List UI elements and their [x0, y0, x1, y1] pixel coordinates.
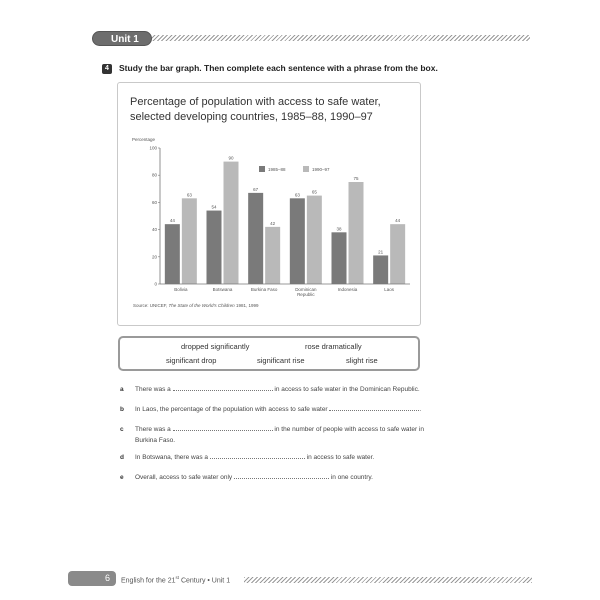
item-c-blank[interactable]	[173, 424, 273, 431]
bar-value-label: 21	[378, 249, 384, 255]
item-d	[135, 452, 455, 463]
y-tick-label: 60	[151, 199, 157, 205]
bar-value-label: 90	[228, 155, 234, 161]
item-e-before: Overall, access to safe water only	[135, 474, 233, 481]
footer-text-before: English for the 21	[121, 577, 176, 585]
bar	[390, 224, 405, 284]
item-c-after-line2: Burkina Faso.	[135, 437, 176, 444]
item-b-blank[interactable]	[329, 404, 422, 413]
item-a	[135, 384, 455, 395]
item-letter-a: a	[120, 386, 124, 393]
item-letter-c: c	[120, 426, 124, 433]
source-year: 1981, 1999	[235, 303, 259, 308]
chart-title-line-2: selected developing countries, 1985–88, 1990–97	[130, 111, 373, 123]
footer-rule	[244, 577, 532, 583]
item-b-before: In Laos, the percentage of the population with access to safe water	[135, 406, 328, 413]
source-title: The State of the World's Children	[168, 303, 235, 308]
item-b-after: .	[419, 406, 422, 413]
bar	[349, 182, 364, 284]
bar-value-label: 65	[311, 189, 317, 195]
x-tick-label: Dominican	[295, 287, 317, 292]
bar	[332, 232, 347, 284]
y-axis-label: Percentage	[132, 137, 156, 142]
bar	[182, 198, 197, 284]
item-d-before: In Botswana, there was a	[135, 454, 208, 461]
bar-value-label: 44	[169, 218, 175, 224]
bar	[248, 193, 263, 284]
item-c-after: in the number of people with access to safe water in	[274, 426, 424, 433]
item-letter-e: e	[120, 474, 124, 481]
footer-superscript: st	[175, 575, 179, 580]
item-b	[135, 404, 455, 415]
bar-value-label: 75	[353, 176, 359, 181]
footer-text	[121, 575, 230, 584]
exercise-number: 4	[102, 64, 112, 74]
bar-value-label: 54	[211, 204, 217, 210]
chart-source	[133, 303, 258, 308]
footer-text-after: Century • Unit 1	[179, 577, 231, 585]
item-d-blank[interactable]	[210, 452, 305, 459]
bar	[265, 227, 280, 284]
item-e-blank[interactable]	[234, 472, 329, 479]
item-a-before: There was a	[135, 386, 171, 393]
bar	[290, 198, 305, 284]
item-d-after: in access to safe water.	[306, 454, 375, 461]
phrase-slight-rise: slight rise	[346, 356, 378, 365]
phrase-significant-drop: significant drop	[166, 356, 217, 365]
unit-label: Unit 1	[92, 31, 152, 46]
bar-value-label: 63	[294, 192, 300, 198]
legend-label: 1990–97	[312, 167, 330, 172]
x-tick-label: Republic	[297, 292, 315, 297]
bar-value-label: 38	[336, 226, 342, 232]
item-a-blank[interactable]	[173, 384, 273, 391]
x-tick-label: Bolivia	[174, 287, 188, 292]
y-tick-label: 0	[154, 281, 157, 287]
y-tick-label: 80	[151, 172, 157, 178]
bar	[373, 255, 388, 284]
bar-value-label: 44	[395, 218, 401, 224]
bar	[307, 196, 322, 284]
x-tick-label: Indonesia	[337, 287, 358, 292]
item-e	[135, 472, 455, 483]
phrase-box	[118, 336, 420, 371]
bar	[165, 224, 180, 284]
y-tick-label: 20	[151, 254, 157, 260]
bar-value-label: 63	[186, 192, 192, 198]
bar	[224, 162, 239, 284]
chart-title-line-1: Percentage of population with access to safe water,	[130, 96, 381, 108]
x-tick-label: Laos	[384, 287, 395, 292]
item-e-after: in one country.	[330, 474, 373, 481]
phrase-dropped-significantly: dropped significantly	[181, 342, 250, 351]
phrase-rose-dramatically: rose dramatically	[305, 342, 362, 351]
page-number: 6	[68, 571, 116, 586]
item-c	[135, 424, 455, 446]
bar-value-label: 42	[270, 220, 276, 226]
item-c-before: There was a	[135, 426, 171, 433]
legend-label: 1985–88	[268, 167, 286, 172]
item-a-after: in access to safe water in the Dominican Republic.	[274, 386, 420, 393]
source-label: Source: UNICEF,	[133, 303, 168, 308]
bar-value-label: 67	[253, 186, 259, 192]
y-tick-label: 40	[151, 227, 157, 233]
item-letter-b: b	[120, 406, 124, 413]
legend-swatch	[259, 166, 265, 172]
bar	[207, 211, 222, 284]
exercise-instruction: Study the bar graph. Then complete each sentence with a phrase from the box.	[119, 63, 438, 73]
item-letter-d: d	[120, 454, 124, 461]
y-tick-label: 100	[149, 145, 157, 151]
legend-swatch	[303, 166, 309, 172]
x-tick-label: Burkina Faso	[250, 287, 278, 292]
phrase-significant-rise: significant rise	[257, 356, 305, 365]
x-tick-label: Botswana	[212, 287, 233, 292]
